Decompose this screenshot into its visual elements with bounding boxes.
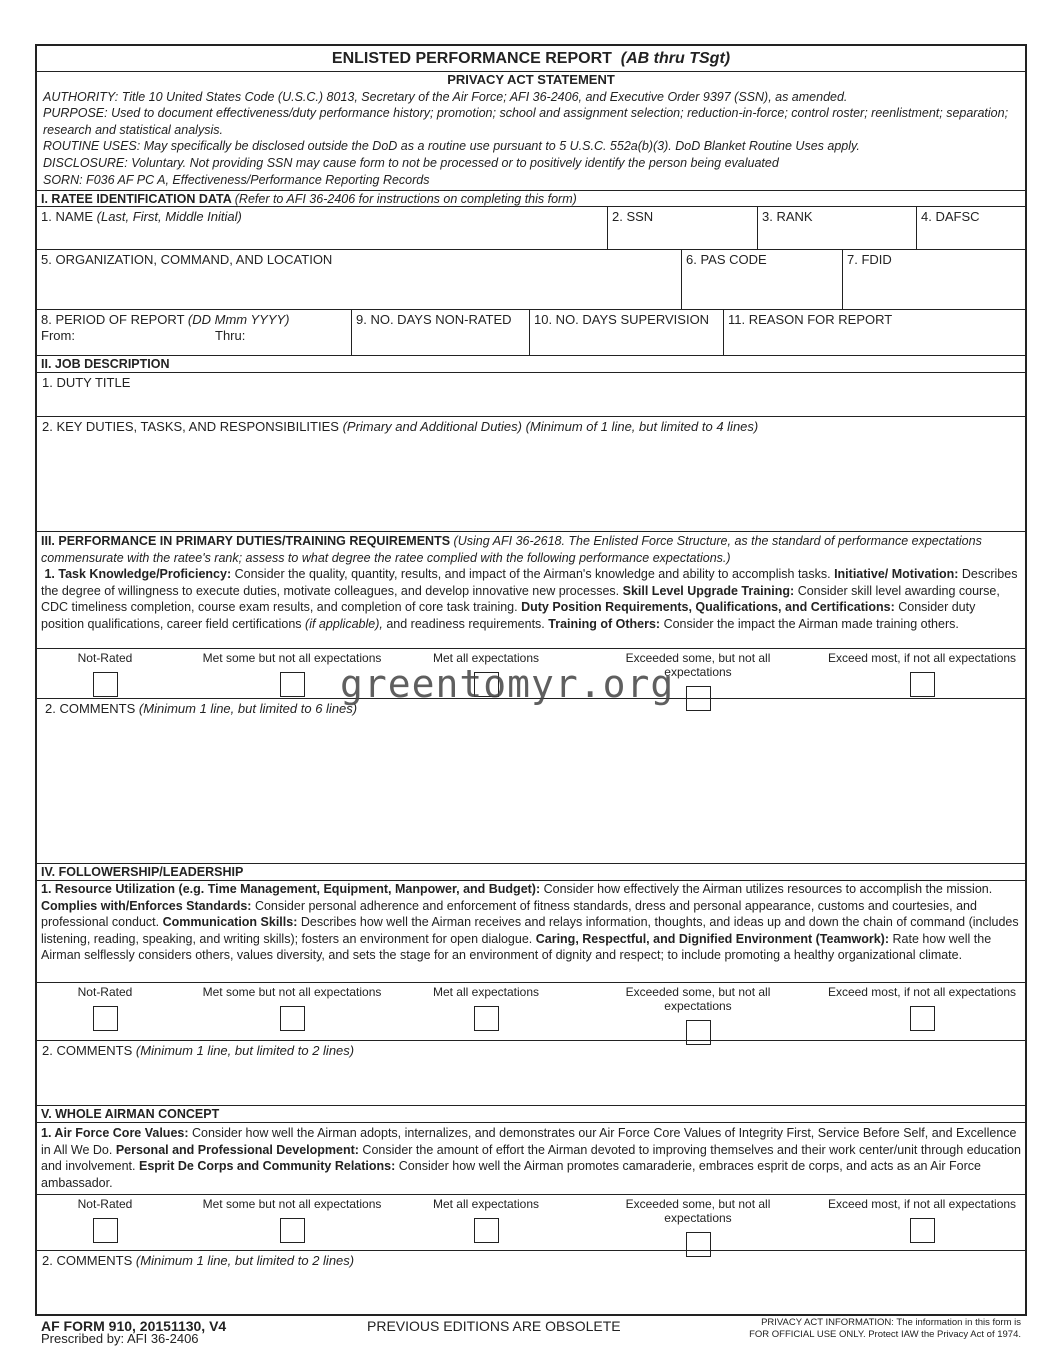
initiative-term: Initiative/ Motivation: [834, 567, 959, 582]
rating-option [192, 983, 392, 1031]
rating-option [598, 983, 798, 1045]
from-label: From: [41, 328, 75, 343]
duty-position-desc: Consider duty position qualifications, career field certifications [41, 600, 976, 631]
comments-note: (Minimum 1 line, but limited to 2 lines) [135, 1253, 355, 1268]
privacy-authority: AUTHORITY: Title 10 United States Code (U.S.C.) 8013, Secretary of the Air Force; AFI 36-2406, and Executive Order 9397 (SSN), as amended. [43, 89, 848, 104]
dafsc-field[interactable] [917, 207, 1027, 249]
rating-option [192, 1195, 392, 1243]
rating-checkbox[interactable] [474, 1006, 499, 1031]
rating-label: Met all expectations [432, 985, 540, 999]
section-3-criteria [37, 532, 1025, 649]
watermark-text: greentomyr.org [340, 662, 675, 706]
comments-label: 2. COMMENTS [42, 1043, 133, 1058]
duty-position-term: Duty Position Requirements, Qualifications, and Certifications: [521, 600, 895, 615]
form-title [37, 46, 1025, 72]
rating-checkbox[interactable] [93, 672, 118, 697]
rating-label: Met some but not all expectations [202, 651, 382, 665]
rating-label: Exceeded some, but not all expectations [625, 651, 771, 679]
duty-position-note: (if applicable), [305, 616, 383, 631]
rating-checkbox[interactable] [910, 672, 935, 697]
rating-label: Not-Rated [77, 985, 133, 999]
rating-checkbox[interactable] [280, 1006, 305, 1031]
section-3-comments-field[interactable] [37, 699, 1025, 864]
fdid-field[interactable] [843, 250, 1027, 309]
rating-label: Met all expectations [432, 651, 540, 665]
rating-label: Met some but not all expectations [202, 1197, 382, 1211]
task-knowledge-term: 1. Task Knowledge/Proficiency: [44, 567, 232, 582]
standards-term: Complies with/Enforces Standards: [41, 898, 252, 913]
rating-label: Not-Rated [77, 1197, 133, 1211]
duty-title-label: 1. DUTY TITLE [42, 375, 131, 390]
privacy-info [749, 1317, 1021, 1341]
privacy-routine-uses: ROUTINE USES: May specifically be disclosed outside the DoD as a routine use pursuant to 5 U.S.C. 552a(b)(3). DoD Blanket Routine Uses apply. [43, 139, 860, 154]
form-title-text: ENLISTED PERFORMANCE REPORT [331, 50, 612, 67]
reason-for-report-field[interactable] [724, 310, 1027, 355]
ssn-field[interactable] [608, 207, 758, 249]
rank-label: 3. RANK [762, 209, 813, 224]
section-1-title: I. RATEE IDENTIFICATION DATA [41, 192, 232, 206]
rating-checkbox[interactable] [910, 1218, 935, 1243]
rating-option [386, 983, 586, 1031]
section-4-criteria [37, 881, 1025, 983]
comments-label: 2. COMMENTS [42, 1253, 133, 1268]
organization-field[interactable] [37, 250, 682, 309]
rating-option [822, 649, 1022, 697]
ssn-label: 2. SSN [612, 209, 654, 224]
section-4-ratings [37, 983, 1025, 1041]
obsolete-notice: PREVIOUS EDITIONS ARE OBSOLETE [367, 1318, 621, 1334]
thru-label: Thru: [215, 328, 246, 343]
ratee-row-1 [37, 207, 1025, 250]
form-footer [35, 1316, 1027, 1366]
privacy-act-statement [37, 72, 1025, 191]
training-others-term: Training of Others: [548, 616, 661, 631]
teamwork-term: Caring, Respectful, and Dignified Environment (Teamwork): [535, 931, 890, 946]
days-supervision-field[interactable] [530, 310, 724, 355]
rating-label: Met some but not all expectations [202, 985, 382, 999]
privacy-purpose: PURPOSE: Used to document effectiveness/duty performance history; promotion; school and assignment selection; reduction-in-force; control roster; reenlistment; separation; research and statistical analysis. [43, 106, 1009, 137]
section-2-heading [37, 356, 1025, 373]
privacy-heading: PRIVACY ACT STATEMENT [447, 72, 615, 87]
key-duties-field[interactable] [37, 417, 1025, 532]
pas-code-label: 6. PAS CODE [686, 252, 767, 267]
rating-checkbox[interactable] [910, 1006, 935, 1031]
section-5-title: V. WHOLE AIRMAN CONCEPT [41, 1107, 220, 1121]
training-others-desc: Consider the impact the Airman made training others. [663, 616, 959, 631]
privacy-info-line-1: PRIVACY ACT INFORMATION: The information in this form is [761, 1317, 1021, 1328]
dafsc-label: 4. DAFSC [921, 209, 980, 224]
skill-upgrade-desc: Consider skill level awarding course, CDC timeliness completion, course exam results, and completion of core task training. [41, 583, 1000, 615]
rating-checkbox[interactable] [474, 1218, 499, 1243]
resource-utilization-desc: Consider how effectively the Airman utilizes resources to accomplish the mission. [543, 882, 993, 896]
rating-label: Not-Rated [77, 651, 133, 665]
rating-label: Exceed most, if not all expectations [827, 651, 1017, 665]
ratee-row-2 [37, 250, 1025, 310]
section-1-note: (Refer to AFI 36-2406 for instructions on completing this form) [234, 192, 577, 206]
rating-label: Exceed most, if not all expectations [827, 985, 1017, 999]
teamwork-desc: Rate how well the Airman selflessly considers others, values diversity, and sets the stage for an environment of dignity and respect; to include promoting a healthy organizational climate. [41, 931, 992, 963]
period-label: 8. PERIOD OF REPORT [41, 312, 185, 327]
prescribed-by: Prescribed by: AFI 36-2406 [41, 1331, 199, 1346]
name-note: (Last, First, Middle Initial) [96, 209, 242, 224]
standards-desc: Consider personal adherence and enforcement of fitness standards, dress and personal appearance, customs and courtesies, and professional conduct. [41, 898, 977, 930]
development-term: Personal and Professional Development: [115, 1142, 359, 1157]
days-nonrated-field[interactable] [352, 310, 530, 355]
days-supervision-label: 10. NO. DAYS SUPERVISION [534, 312, 710, 327]
rank-field[interactable] [758, 207, 917, 249]
reason-label: 11. REASON FOR REPORT [728, 312, 893, 327]
rating-option [5, 649, 205, 697]
skill-upgrade-term: Skill Level Upgrade Training: [622, 583, 795, 598]
section-4-comments-field[interactable] [37, 1041, 1025, 1106]
privacy-sorn: SORN: F036 AF PC A, Effectiveness/Performance Reporting Records [43, 172, 430, 187]
fdid-label: 7. FDID [847, 252, 892, 267]
period-of-report-field[interactable] [37, 310, 352, 355]
section-3-title: III. PERFORMANCE IN PRIMARY DUTIES/TRAINING REQUIREMENTS [41, 534, 451, 548]
esprit-desc: Consider how well the Airman promotes camaraderie, embraces esprit de corps, and acts as an Air Force ambassador. [41, 1159, 981, 1190]
pas-code-field[interactable] [682, 250, 843, 309]
name-label: 1. NAME [41, 209, 94, 224]
section-5-heading [37, 1106, 1025, 1123]
comments-note: (Minimum 1 line, but limited to 6 lines) [138, 701, 358, 716]
resource-utilization-term: 1. Resource Utilization (e.g. Time Management, Equipment, Manpower, and Budget): [41, 882, 541, 896]
core-values-desc: Consider how well the Airman adopts, internalizes, and demonstrates our Air Force Core Values of Integrity First, Service Before Self, and Excellence in All We Do. [41, 1126, 1017, 1157]
organization-label: 5. ORGANIZATION, COMMAND, AND LOCATION [41, 252, 333, 267]
task-knowledge-desc: Consider the quality, quantity, results, and impact of the Airman's knowledge and ability to accomplish tasks. [234, 567, 831, 582]
section-4-heading [37, 864, 1025, 881]
communication-term: Communication Skills: [162, 915, 298, 930]
ratee-row-3 [37, 310, 1025, 356]
rating-option [822, 1195, 1022, 1243]
initiative-desc: Describes the degree of willingness to execute duties, motivate colleagues, and develop innovative new processes. [41, 567, 1018, 598]
rating-label: Met all expectations [432, 1197, 540, 1211]
key-duties-label: 2. KEY DUTIES, TASKS, AND RESPONSIBILITIES [42, 419, 339, 434]
privacy-info-line-2: FOR OFFICIAL USE ONLY. Protect IAW the Privacy Act of 1974. [749, 1329, 1021, 1340]
rating-checkbox[interactable] [280, 1218, 305, 1243]
period-note: (DD Mmm YYYY) [187, 312, 290, 327]
section-5-criteria [37, 1123, 1025, 1195]
core-values-term: 1. Air Force Core Values: [41, 1126, 189, 1140]
rating-option [598, 1195, 798, 1257]
esprit-term: Esprit De Corps and Community Relations: [139, 1159, 396, 1174]
rating-checkbox[interactable] [280, 672, 305, 697]
section-4-title: IV. FOLLOWERSHIP/LEADERSHIP [41, 865, 244, 879]
privacy-disclosure: DISCLOSURE: Voluntary. Not providing SSN may cause form to not be processed or to positively identify the person being evaluated [43, 155, 779, 170]
section-5-comments-field[interactable] [37, 1251, 1025, 1314]
section-1-heading [37, 191, 1025, 207]
development-desc: Consider the amount of effort the Airman devoted to improving themselves and their work center/unit through education and involvement. [41, 1142, 1021, 1174]
section-2-title: II. JOB DESCRIPTION [41, 357, 170, 371]
comments-label: 2. COMMENTS [45, 701, 136, 716]
section-5-ratings [37, 1195, 1025, 1251]
rating-label: Exceed most, if not all expectations [827, 1197, 1017, 1211]
rating-checkbox[interactable] [93, 1218, 118, 1243]
section-3-note: (Using AFI 36-2618. The Enlisted Force Structure, as the standard of performance expectations commensurate with the ratee's rank; assess to what degree the ratee complied with the following performance expectations.) [41, 534, 982, 565]
name-field[interactable] [37, 207, 608, 249]
duty-title-field[interactable] [37, 373, 1025, 417]
rating-checkbox[interactable] [93, 1006, 118, 1031]
form-title-subtitle: (AB thru TSgt) [620, 50, 731, 67]
rating-option [386, 1195, 586, 1243]
rating-label: Exceeded some, but not all expectations [625, 985, 771, 1013]
comments-note: (Minimum 1 line, but limited to 2 lines) [135, 1043, 355, 1058]
rating-option [5, 1195, 205, 1243]
rating-option [5, 983, 205, 1031]
communication-desc: Describes how well the Airman receives and relays information, thoughts, and ideas up and down the chain of command (includes listening, reading, speaking, and writing skills); fosters an environment for open dialogue. [41, 915, 1019, 946]
rating-label: Exceeded some, but not all expectations [625, 1197, 771, 1225]
days-nonrated-label: 9. NO. DAYS NON-RATED [356, 312, 512, 327]
key-duties-note: (Primary and Additional Duties) (Minimum of 1 line, but limited to 4 lines) [342, 419, 759, 434]
form-id: AF FORM 910, 20151130, V4 [41, 1318, 227, 1334]
rating-option [822, 983, 1022, 1031]
duty-position-desc-end: and readiness requirements. [386, 616, 545, 631]
